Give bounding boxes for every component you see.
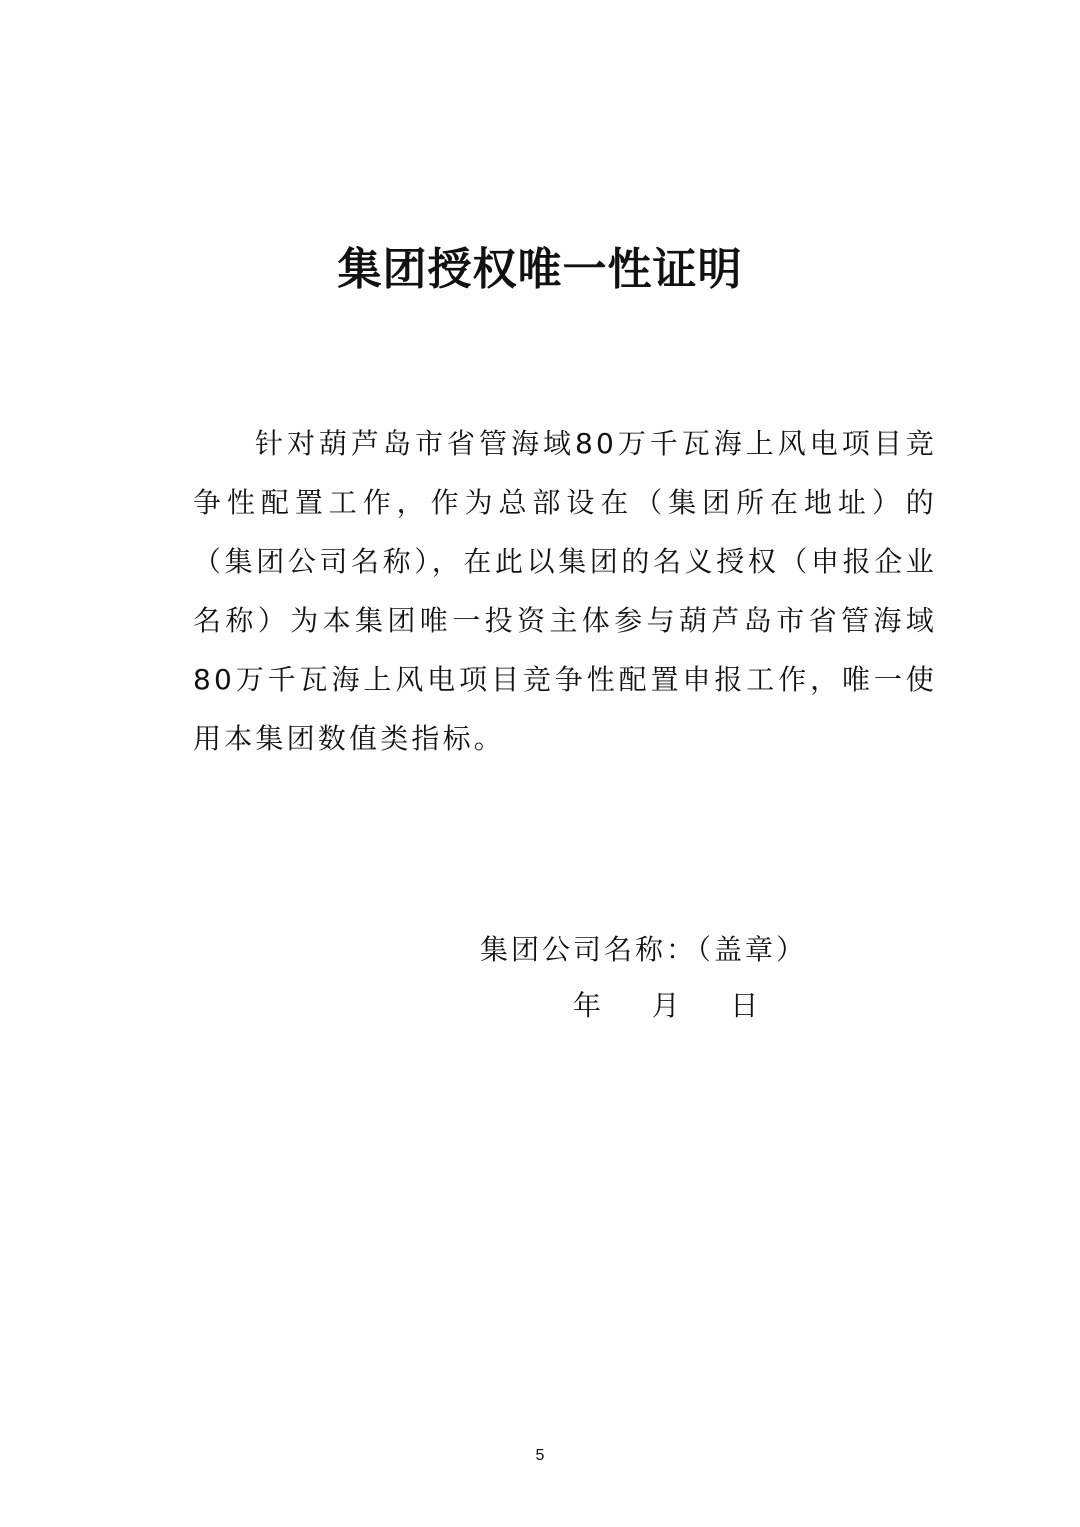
document-title: 集团授权唯一性证明 — [337, 244, 743, 295]
signature-date-line: 年 月 日 — [573, 989, 762, 1022]
signature-block — [480, 922, 900, 1034]
body-paragraph: 针对葫芦岛市省管海域80万千瓦海上风电项目竞争性配置工作，作为总部设在（集团所在地址）的（集团公司名称），在此以集团的名义授权（申报企业名称）为本集团唯一投资主体参与葫芦岛市省管海域80万千瓦海上风电项目竞争性配置申报工作，唯一使用本集团数值类指标。 — [193, 427, 937, 755]
page-number: 5 — [535, 1447, 545, 1464]
signature-company-line: 集团公司名称：（盖章） — [480, 933, 808, 966]
